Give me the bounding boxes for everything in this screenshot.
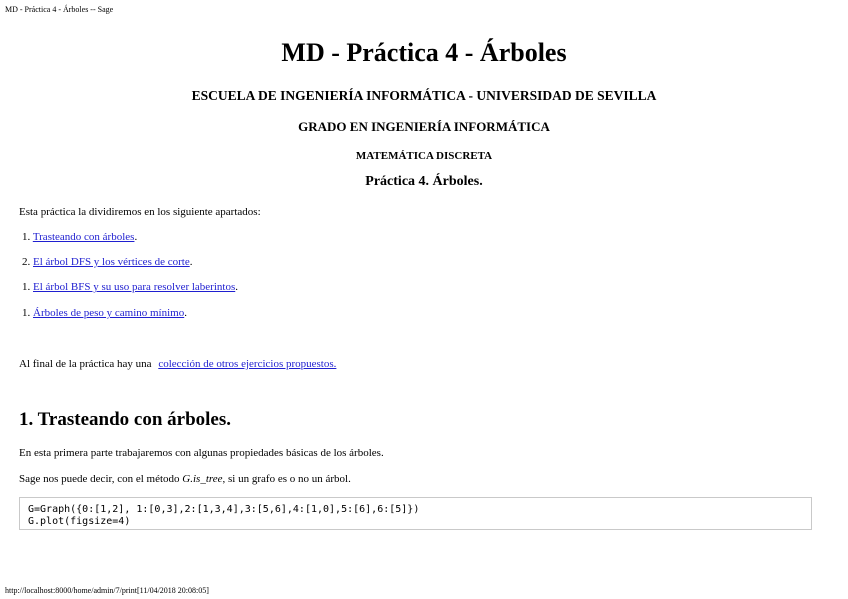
list-item: [22, 231, 137, 243]
code-line: G=Graph({0:[1,2], 1:[0,3],2:[1,3,4],3:[5,6],4:[1,0],5:[6],6:[5]}): [28, 504, 420, 515]
list-suffix: .: [189, 256, 193, 268]
list-suffix: .: [134, 231, 138, 243]
list-item: [22, 256, 192, 268]
method-suffix: , si un grafo es o no un árbol.: [222, 473, 351, 485]
section-heading: 1. Trasteando con árboles.: [19, 409, 231, 430]
practice-heading: Práctica 4. Árboles.: [365, 174, 483, 189]
subject-heading: MATEMÁTICA DISCRETA: [355, 150, 493, 162]
list-item: [22, 307, 187, 319]
list-number: 1.: [22, 307, 31, 319]
list-number: 1.: [22, 281, 31, 293]
method-prefix: Sage nos puede decir, con el método: [19, 473, 180, 485]
intro-paragraph: Esta práctica la dividiremos en los siguiente apartados:: [19, 206, 261, 218]
list-number: 2.: [22, 256, 31, 268]
list-suffix: .: [184, 307, 187, 319]
link-arbol-dfs[interactable]: El árbol DFS y los vértices de corte: [33, 256, 190, 268]
list-item: [22, 281, 238, 293]
list-number: 1.: [22, 231, 31, 243]
browser-print-footer: http://localhost:8000/home/admin/7/print[11/04/2018 20:08:05]: [5, 586, 209, 595]
section-paragraph-method: [19, 473, 351, 485]
final-paragraph: [19, 358, 336, 370]
section-paragraph: En esta primera parte trabajaremos con algunas propiedades básicas de los árboles.: [19, 447, 384, 459]
page-title: MD - Práctica 4 - Árboles: [281, 38, 567, 67]
link-arbol-bfs[interactable]: El árbol BFS y su uso para resolver laberintos: [33, 281, 236, 293]
list-suffix: .: [235, 281, 238, 293]
code-line: G.plot(figsize=4): [28, 516, 131, 527]
browser-print-header: MD - Práctica 4 - Árboles -- Sage: [5, 5, 114, 14]
school-heading: ESCUELA DE INGENIERÍA INFORMÁTICA - UNIVERSIDAD DE SEVILLA: [191, 88, 657, 103]
method-name: G.is_tree: [182, 473, 223, 485]
degree-heading: GRADO EN INGENIERÍA INFORMÁTICA: [298, 119, 550, 134]
code-cell[interactable]: [19, 497, 812, 530]
link-ejercicios-propuestos[interactable]: colección de otros ejercicios propuestos.: [158, 358, 337, 370]
link-arboles-peso[interactable]: Árboles de peso y camino mínimo: [33, 307, 185, 319]
link-trasteando-arboles[interactable]: Trasteando con árboles: [32, 231, 135, 243]
final-prefix: Al final de la práctica hay una: [19, 358, 152, 370]
